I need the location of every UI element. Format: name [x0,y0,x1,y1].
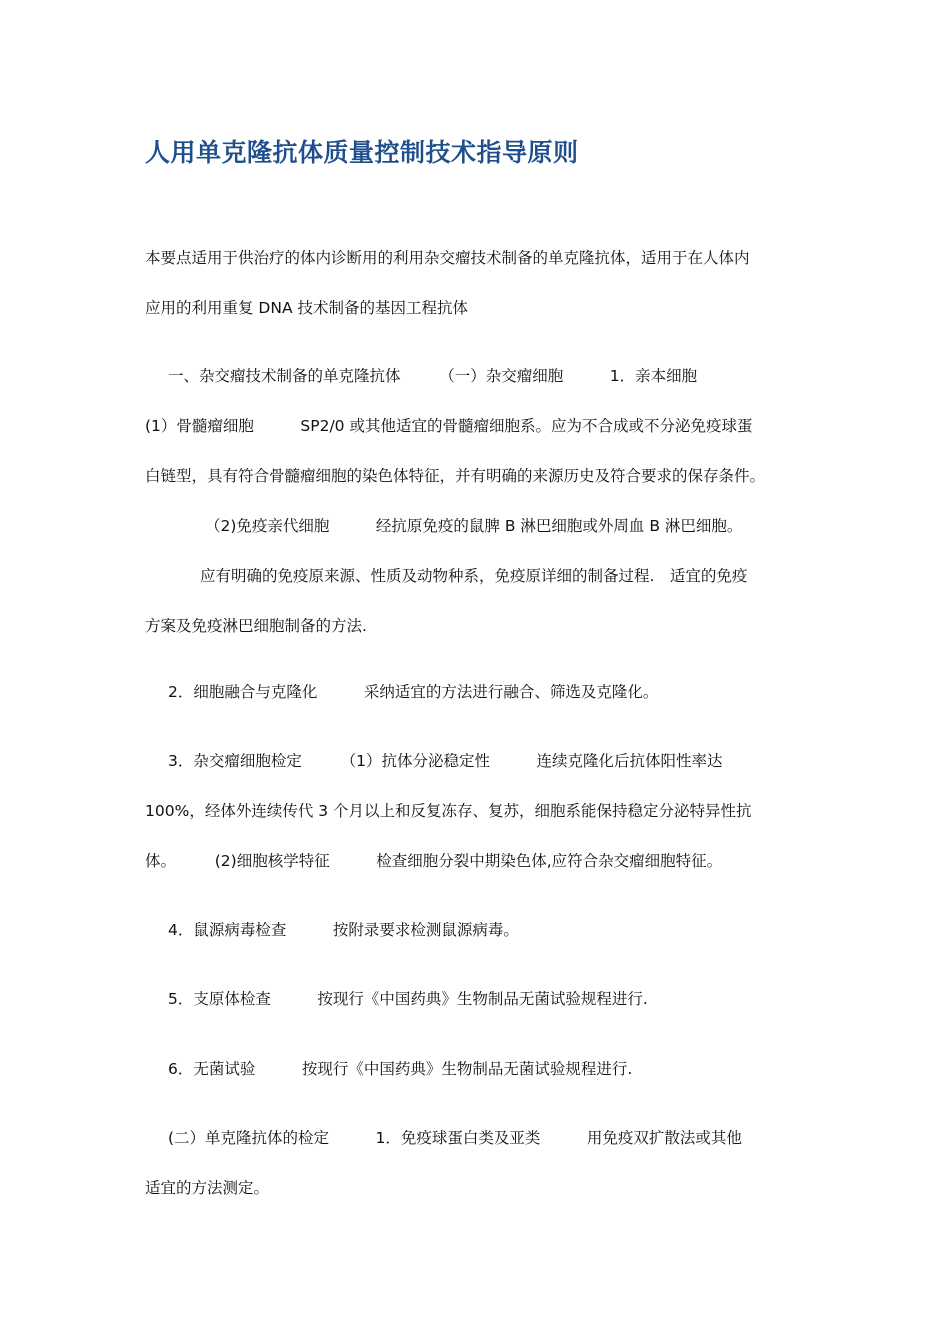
paragraph-line: 白链型，具有符合骨髓瘤细胞的染色体特征，并有明确的来源历史及符合要求的保存条件。 [145,467,766,485]
paragraph-line: 4．鼠源病毒检查 按附录要求检测鼠源病毒。 [168,921,519,939]
document-title: 人用单克隆抗体质量控制技术指导原则 [145,138,579,167]
paragraph-line: 体。 (2)细胞核学特征 检查细胞分裂中期染色体,应符合杂交瘤细胞特征。 [145,852,723,870]
paragraph-line: 3．杂交瘤细胞检定 （1）抗体分泌稳定性 连续克隆化后抗体阳性率达 [168,752,723,770]
paragraph-line: 100%，经体外连续传代 3 个月以上和反复冻存、复苏，细胞系能保持稳定分泌特异性抗 [145,802,752,820]
section-heading-line: (二）单克隆抗体的检定 1．免疫球蛋白类及亚类 用免疫双扩散法或其他 [168,1129,742,1147]
section-heading-line: 一、杂交瘤技术制备的单克隆抗体 （一）杂交瘤细胞 1．亲本细胞 [168,367,698,385]
paragraph-line: 应用的利用重复 DNA 技术制备的基因工程抗体 [145,299,468,317]
paragraph-line: 6．无菌试验 按现行《中国药典》生物制品无菌试验规程进行. [168,1060,633,1078]
paragraph-line: 5．支原体检查 按现行《中国药典》生物制品无菌试验规程进行. [168,990,648,1008]
paragraph-line: 2．细胞融合与克隆化 采纳适宜的方法进行融合、筛选及克隆化。 [168,683,659,701]
paragraph-line: 适宜的方法测定。 [145,1179,270,1197]
paragraph-line: （2)免疫亲代细胞 经抗原免疫的鼠脾 B 淋巴细胞或外周血 B 淋巴细胞。 [205,517,743,535]
paragraph-line: (1）骨髓瘤细胞 SP2/0 或其他适宜的骨髓瘤细胞系。应为不合成或不分泌免疫球蛋 [145,417,753,435]
paragraph-line: 本要点适用于供治疗的体内诊断用的利用杂交瘤技术制备的单克隆抗体，适用于在人体内 [145,249,750,267]
paragraph-line: 应有明确的免疫原来源、性质及动物种系，免疫原详细的制备过程. 适宜的免疫 [200,567,748,585]
paragraph-line: 方案及免疫淋巴细胞制备的方法. [145,617,367,635]
